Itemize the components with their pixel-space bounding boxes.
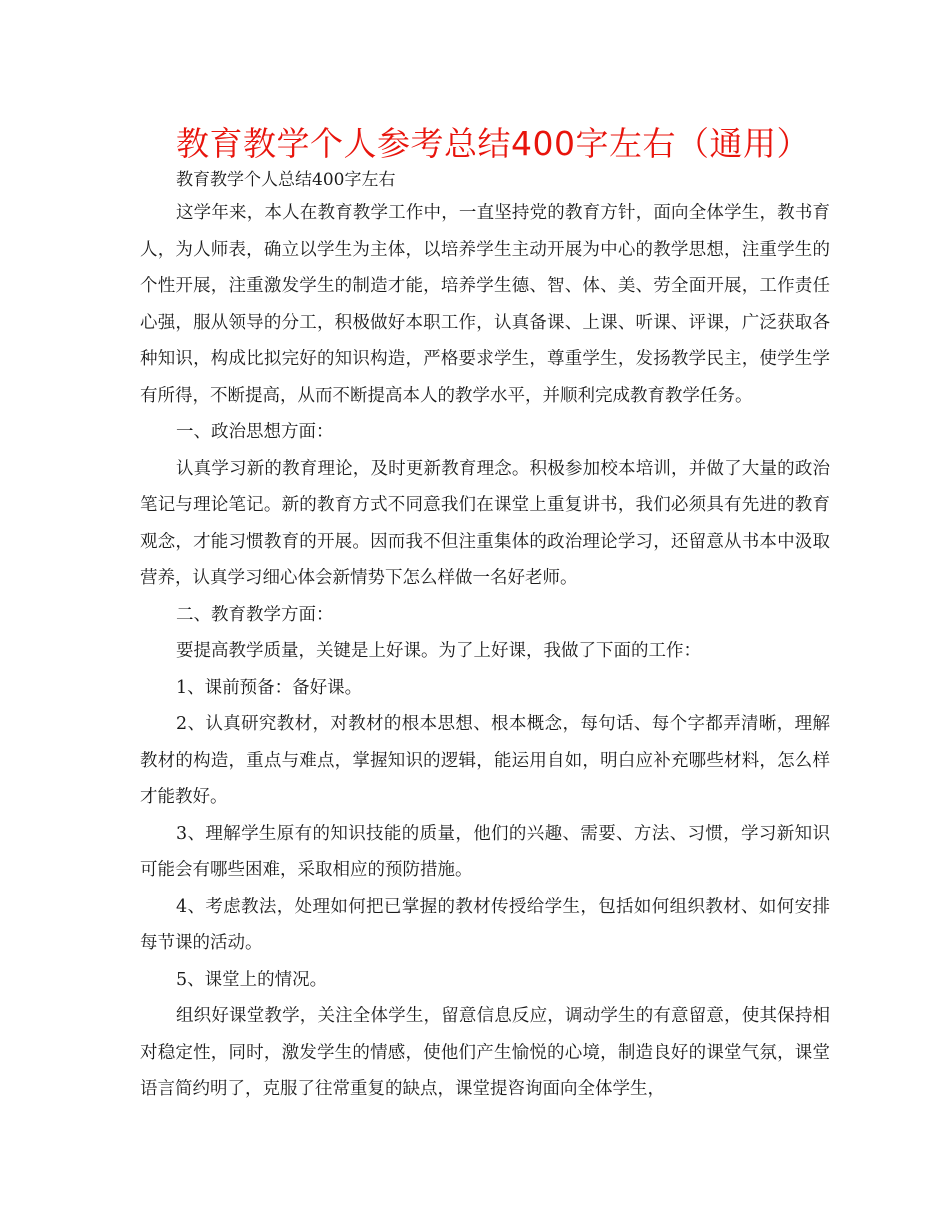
paragraph-intro: 这学年来，本人在教育教学工作中，一直坚持党的教育方针，面向全体学生，教书育人，为人师表，确立以学生为主体，以培养学生主动开展为中心的教学思想，注重学生的个性开展，注重激发学生的制造才能，培养学生德、智、体、美、劳全面开展，工作责任心强，服从领导的分工，积极做好本职工作，认真备课、上课、听课、评课，广泛获取各种知识，构成比拟完好的知识构造，严格要求学生，尊重学生，发扬教学民主，使学生学有所得，不断提高，从而不断提高本人的教学水平，并顺利完成教育教学任务。 (140, 203, 830, 406)
paragraph-politics: 认真学习新的教育理论，及时更新教育理念。积极参加校本培训，并做了大量的政治笔记与理论笔记。新的教育方式不同意我们在课堂上重复讲书，我们必须具有先进的教育观念，才能习惯教育的开展。因而我不但注重集体的政治理论学习，还留意从书本中汲取营养，认真学习细心体会新情势下怎么样做一名好老师。 (140, 458, 830, 588)
list-item-5: 5、课堂上的情况。 (176, 969, 328, 990)
section-heading-politics: 一、政治思想方面： (176, 422, 334, 442)
paragraph-teaching-intro: 要提高教学质量，关键是上好课。为了上好课，我做了下面的工作： (176, 641, 701, 661)
document-subtitle: 教育教学个人总结400字左右 (176, 170, 396, 190)
document-title: 教育教学个人参考总结400字左右（通用） (176, 124, 810, 163)
document-body (140, 195, 830, 1108)
section-heading-teaching: 二、教育教学方面： (176, 604, 334, 625)
list-item-4: 4、考虑教法，处理如何把已掌握的教材传授给学生，包括如何组织教材、如何安排每节课的活动。 (140, 896, 830, 953)
list-item-3: 3、理解学生原有的知识技能的质量，他们的兴趣、需要、方法、习惯，学习新知识可能会有哪些困难，采取相应的预防措施。 (140, 823, 830, 880)
list-item-1: 1、课前预备：备好课。 (176, 677, 363, 698)
paragraph-classroom: 组织好课堂教学，关注全体学生，留意信息反应，调动学生的有意留意，使其保持相对稳定性，同时，激发学生的情感，使他们产生愉悦的心境，制造良好的课堂气氛，课堂语言简约明了，克服了往常重复的缺点，课堂提咨询面向全体学生， (140, 1006, 830, 1099)
list-item-2: 2、认真研究教材，对教材的根本思想、根本概念，每句话、每个字都弄清晰，理解教材的构造，重点与难点，掌握知识的逻辑，能运用自如，明白应补充哪些材料，怎么样才能教好。 (140, 714, 830, 807)
